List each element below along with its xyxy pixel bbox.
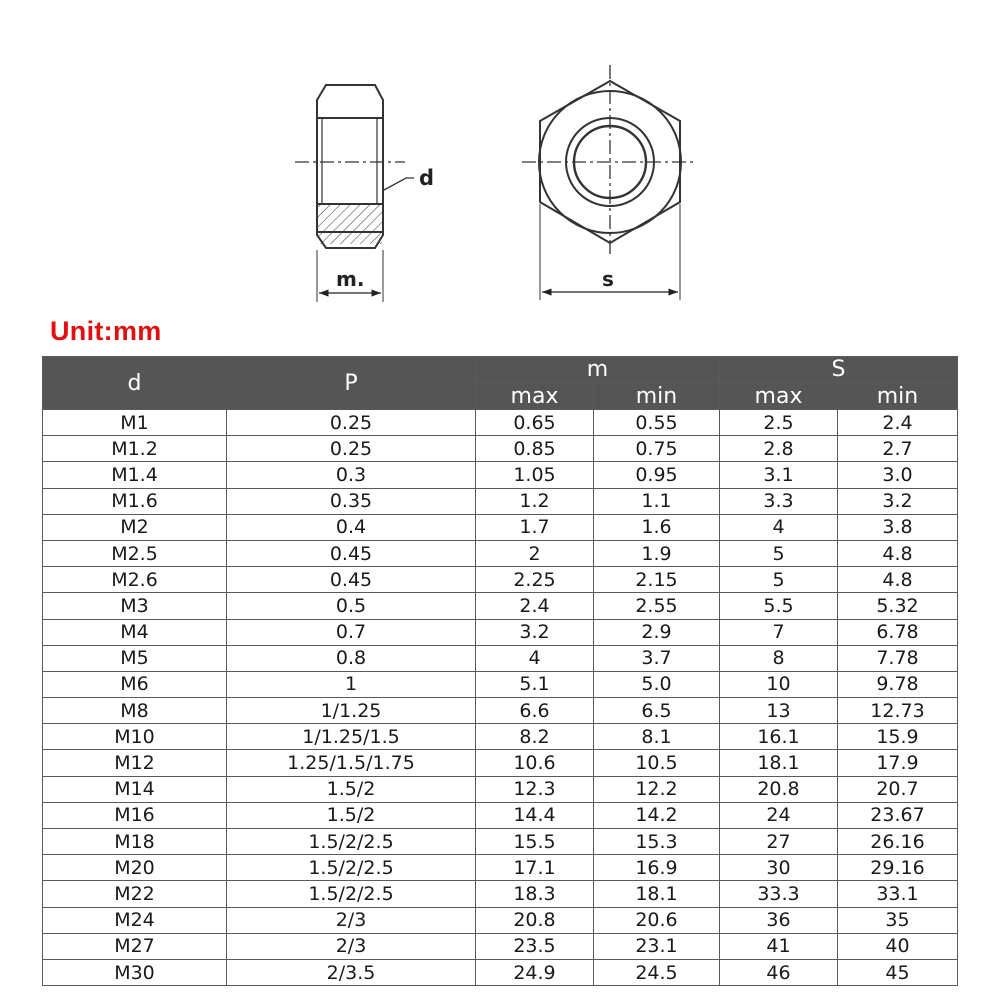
table-row <box>43 567 958 593</box>
cell-p: 1/1.25 <box>227 698 476 724</box>
cell-s-max: 8 <box>720 645 838 671</box>
cell-d: M27 <box>43 933 227 959</box>
cell-m-min: 2.15 <box>594 567 720 593</box>
cell-d: M2.5 <box>43 540 227 566</box>
cell-d: M1 <box>43 410 227 436</box>
cell-m-min: 0.95 <box>594 462 720 488</box>
table-row <box>43 855 958 881</box>
cell-d: M2 <box>43 514 227 540</box>
cell-d: M22 <box>43 881 227 907</box>
cell-d: M20 <box>43 855 227 881</box>
header-d: d <box>43 357 227 410</box>
cell-s-min: 45 <box>838 959 958 985</box>
cell-s-min: 6.78 <box>838 619 958 645</box>
cell-m-max: 14.4 <box>476 802 594 828</box>
cell-m-min: 6.5 <box>594 698 720 724</box>
cell-m-min: 15.3 <box>594 829 720 855</box>
cell-s-max: 10 <box>720 671 838 697</box>
cell-m-min: 12.2 <box>594 776 720 802</box>
cell-d: M16 <box>43 802 227 828</box>
table-row <box>43 829 958 855</box>
table-row <box>43 514 958 540</box>
cell-d: M3 <box>43 593 227 619</box>
cell-s-min: 17.9 <box>838 750 958 776</box>
cell-d: M4 <box>43 619 227 645</box>
cell-m-min: 10.5 <box>594 750 720 776</box>
cell-m-min: 2.55 <box>594 593 720 619</box>
cell-s-max: 2.5 <box>720 410 838 436</box>
cell-p: 0.5 <box>227 593 476 619</box>
label-d: d <box>419 166 435 190</box>
cell-m-max: 8.2 <box>476 724 594 750</box>
cell-p: 1/1.25/1.5 <box>227 724 476 750</box>
cell-m-min: 14.2 <box>594 802 720 828</box>
cell-p: 0.3 <box>227 462 476 488</box>
cell-d: M1.4 <box>43 462 227 488</box>
cell-s-min: 3.8 <box>838 514 958 540</box>
cell-s-min: 33.1 <box>838 881 958 907</box>
cell-p: 2/3 <box>227 907 476 933</box>
cell-m-max: 18.3 <box>476 881 594 907</box>
cell-s-max: 3.1 <box>720 462 838 488</box>
cell-p: 0.35 <box>227 488 476 514</box>
cell-d: M14 <box>43 776 227 802</box>
cell-m-max: 0.85 <box>476 436 594 462</box>
header-s: S <box>720 357 958 383</box>
table-row <box>43 645 958 671</box>
cell-s-max: 36 <box>720 907 838 933</box>
unit-label: Unit:mm <box>50 316 162 346</box>
cell-s-max: 5 <box>720 540 838 566</box>
cell-s-min: 5.32 <box>838 593 958 619</box>
cell-m-min: 1.9 <box>594 540 720 566</box>
table-row <box>43 724 958 750</box>
cell-m-min: 18.1 <box>594 881 720 907</box>
cell-p: 0.25 <box>227 436 476 462</box>
cell-m-max: 2 <box>476 540 594 566</box>
cell-s-max: 3.3 <box>720 488 838 514</box>
cell-s-min: 4.8 <box>838 540 958 566</box>
cell-s-max: 18.1 <box>720 750 838 776</box>
cell-s-min: 9.78 <box>838 671 958 697</box>
cell-p: 1.5/2 <box>227 776 476 802</box>
cell-m-max: 12.3 <box>476 776 594 802</box>
cell-m-min: 5.0 <box>594 671 720 697</box>
table-row <box>43 671 958 697</box>
table-row <box>43 488 958 514</box>
cell-m-max: 0.65 <box>476 410 594 436</box>
cell-m-max: 2.25 <box>476 567 594 593</box>
cell-s-min: 29.16 <box>838 855 958 881</box>
label-m: m. <box>336 267 365 291</box>
cell-p: 2/3 <box>227 933 476 959</box>
cell-s-max: 5.5 <box>720 593 838 619</box>
cell-m-min: 24.5 <box>594 959 720 985</box>
cell-s-max: 16.1 <box>720 724 838 750</box>
cell-s-min: 26.16 <box>838 829 958 855</box>
cell-m-max: 6.6 <box>476 698 594 724</box>
hex-nut-drawings <box>0 0 1000 330</box>
cell-p: 1.5/2/2.5 <box>227 855 476 881</box>
cell-s-max: 7 <box>720 619 838 645</box>
table-row <box>43 959 958 985</box>
cell-m-max: 23.5 <box>476 933 594 959</box>
cell-s-max: 30 <box>720 855 838 881</box>
cell-s-max: 5 <box>720 567 838 593</box>
cell-m-min: 23.1 <box>594 933 720 959</box>
cell-p: 0.4 <box>227 514 476 540</box>
cell-d: M10 <box>43 724 227 750</box>
cell-s-min: 20.7 <box>838 776 958 802</box>
cell-s-max: 33.3 <box>720 881 838 907</box>
cell-d: M12 <box>43 750 227 776</box>
cell-s-min: 3.2 <box>838 488 958 514</box>
cell-p: 0.8 <box>227 645 476 671</box>
cell-m-max: 10.6 <box>476 750 594 776</box>
cell-d: M1.6 <box>43 488 227 514</box>
cell-d: M18 <box>43 829 227 855</box>
cell-s-min: 35 <box>838 907 958 933</box>
cell-s-min: 2.4 <box>838 410 958 436</box>
cell-s-min: 40 <box>838 933 958 959</box>
cell-m-min: 20.6 <box>594 907 720 933</box>
cell-s-min: 4.8 <box>838 567 958 593</box>
table-row <box>43 593 958 619</box>
table-row <box>43 410 958 436</box>
header-s-min: min <box>838 383 958 410</box>
header-m-min: min <box>594 383 720 410</box>
cell-p: 1.5/2 <box>227 802 476 828</box>
cell-m-max: 1.2 <box>476 488 594 514</box>
table-row <box>43 619 958 645</box>
cell-s-max: 46 <box>720 959 838 985</box>
cell-m-min: 0.55 <box>594 410 720 436</box>
header-s-max: max <box>720 383 838 410</box>
table-row <box>43 907 958 933</box>
cell-d: M8 <box>43 698 227 724</box>
header-p: P <box>227 357 476 410</box>
table-row <box>43 881 958 907</box>
cell-s-max: 2.8 <box>720 436 838 462</box>
cell-m-max: 5.1 <box>476 671 594 697</box>
cell-m-min: 8.1 <box>594 724 720 750</box>
d-leader-line <box>384 178 414 190</box>
cell-m-max: 20.8 <box>476 907 594 933</box>
cell-p: 0.45 <box>227 540 476 566</box>
cell-p: 1 <box>227 671 476 697</box>
cell-s-max: 13 <box>720 698 838 724</box>
cell-m-min: 1.6 <box>594 514 720 540</box>
cell-d: M5 <box>43 645 227 671</box>
table-row <box>43 802 958 828</box>
table-row <box>43 698 958 724</box>
cell-s-min: 7.78 <box>838 645 958 671</box>
cell-s-min: 12.73 <box>838 698 958 724</box>
cell-m-max: 1.05 <box>476 462 594 488</box>
cell-d: M1.2 <box>43 436 227 462</box>
cell-p: 1.5/2/2.5 <box>227 881 476 907</box>
cell-d: M24 <box>43 907 227 933</box>
cell-p: 0.7 <box>227 619 476 645</box>
cell-s-min: 23.67 <box>838 802 958 828</box>
cell-d: M30 <box>43 959 227 985</box>
table-row <box>43 933 958 959</box>
cell-m-min: 2.9 <box>594 619 720 645</box>
nut-spec-table <box>42 356 958 986</box>
table-body <box>43 410 958 986</box>
table-row <box>43 462 958 488</box>
cell-m-max: 17.1 <box>476 855 594 881</box>
cell-m-max: 1.7 <box>476 514 594 540</box>
cell-m-min: 16.9 <box>594 855 720 881</box>
cell-p: 0.45 <box>227 567 476 593</box>
cell-s-min: 15.9 <box>838 724 958 750</box>
cell-s-max: 24 <box>720 802 838 828</box>
cell-s-max: 4 <box>720 514 838 540</box>
table-row <box>43 776 958 802</box>
table-row <box>43 436 958 462</box>
cell-d: M2.6 <box>43 567 227 593</box>
cell-m-min: 0.75 <box>594 436 720 462</box>
label-s: s <box>602 267 614 291</box>
cell-p: 2/3.5 <box>227 959 476 985</box>
cell-s-max: 27 <box>720 829 838 855</box>
cell-p: 1.25/1.5/1.75 <box>227 750 476 776</box>
cell-s-min: 3.0 <box>838 462 958 488</box>
cell-p: 1.5/2/2.5 <box>227 829 476 855</box>
cell-p: 0.25 <box>227 410 476 436</box>
cell-m-min: 3.7 <box>594 645 720 671</box>
cell-m-max: 4 <box>476 645 594 671</box>
table-row <box>43 750 958 776</box>
header-m: m <box>476 357 720 383</box>
header-m-max: max <box>476 383 594 410</box>
cell-m-max: 3.2 <box>476 619 594 645</box>
cell-m-max: 2.4 <box>476 593 594 619</box>
table-row <box>43 540 958 566</box>
thread-hatch <box>318 204 382 244</box>
cell-s-max: 20.8 <box>720 776 838 802</box>
cell-d: M6 <box>43 671 227 697</box>
cell-s-min: 2.7 <box>838 436 958 462</box>
cell-m-min: 1.1 <box>594 488 720 514</box>
cell-m-max: 24.9 <box>476 959 594 985</box>
cell-m-max: 15.5 <box>476 829 594 855</box>
cell-s-max: 41 <box>720 933 838 959</box>
